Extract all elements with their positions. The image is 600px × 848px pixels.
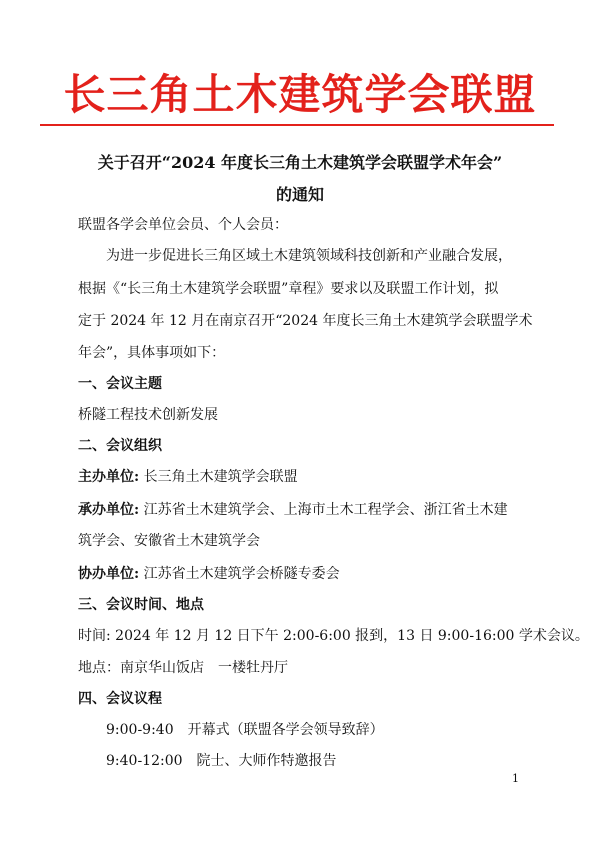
organizer-label: 承办单位: xyxy=(78,502,140,518)
meeting-place: 地点：南京华山饭店 一楼牡丹厅 xyxy=(78,660,288,676)
agenda-item-2 xyxy=(106,750,337,770)
intro-line-1: 为进一步促进长三角区域土木建筑领域科技创新和产业融合发展， xyxy=(106,248,512,264)
notice-title-line2: 的通知 xyxy=(275,185,324,204)
agenda-item-1 xyxy=(106,719,384,739)
host-value: 长三角土木建筑学会联盟 xyxy=(143,469,298,485)
salutation: 联盟各学会单位会员、个人会员： xyxy=(78,217,288,233)
coorganizer-value: 江苏省土木建筑学会桥隧专委会 xyxy=(143,566,340,582)
header-divider xyxy=(40,124,554,126)
agenda-text: 开幕式（联盟各学会领导致辞） xyxy=(187,722,384,738)
organization-banner: 长三角土木建筑学会联盟 xyxy=(63,70,537,119)
notice-title-line1: 关于召开“2024 年度长三角土木建筑学会联盟学术年会” xyxy=(97,153,503,172)
section1-heading: 一、会议主题 xyxy=(78,376,162,392)
organizer-value-cont: 筑学会、安徽省土木建筑学会 xyxy=(78,533,260,549)
host-row xyxy=(78,466,298,486)
organizer-row xyxy=(78,499,508,519)
coorganizer-label: 协办单位: xyxy=(78,566,140,582)
organizer-value: 江苏省土木建筑学会、上海市土木工程学会、浙江省土木建 xyxy=(143,502,508,518)
section4-heading: 四、会议议程 xyxy=(78,691,162,707)
section3-heading: 三、会议时间、地点 xyxy=(78,597,204,613)
agenda-time: 9:00-9:40 xyxy=(106,722,174,738)
agenda-time: 9:40-12:00 xyxy=(106,753,183,769)
coorganizer-row xyxy=(78,563,340,583)
section1-text: 桥隧工程技术创新发展 xyxy=(78,407,218,423)
page-number: 1 xyxy=(512,772,519,785)
intro-line-2: 根据《“长三角土木建筑学会联盟”章程》要求以及联盟工作计划，拟 xyxy=(78,281,499,297)
agenda-text: 院士、大师作特邀报告 xyxy=(196,753,337,769)
intro-line-4: 年会”，具体事项如下： xyxy=(78,345,226,361)
section2-heading: 二、会议组织 xyxy=(78,438,162,454)
intro-line-3: 定于 2024 年 12 月在南京召开“2024 年度长三角土木建筑学会联盟学术 xyxy=(78,313,533,329)
meeting-time: 时间: 2024 年 12 月 12 日下午 2:00-6:00 报到，13 日 9:00-16:00 学术会议。 xyxy=(78,628,589,644)
host-label: 主办单位: xyxy=(78,469,140,485)
